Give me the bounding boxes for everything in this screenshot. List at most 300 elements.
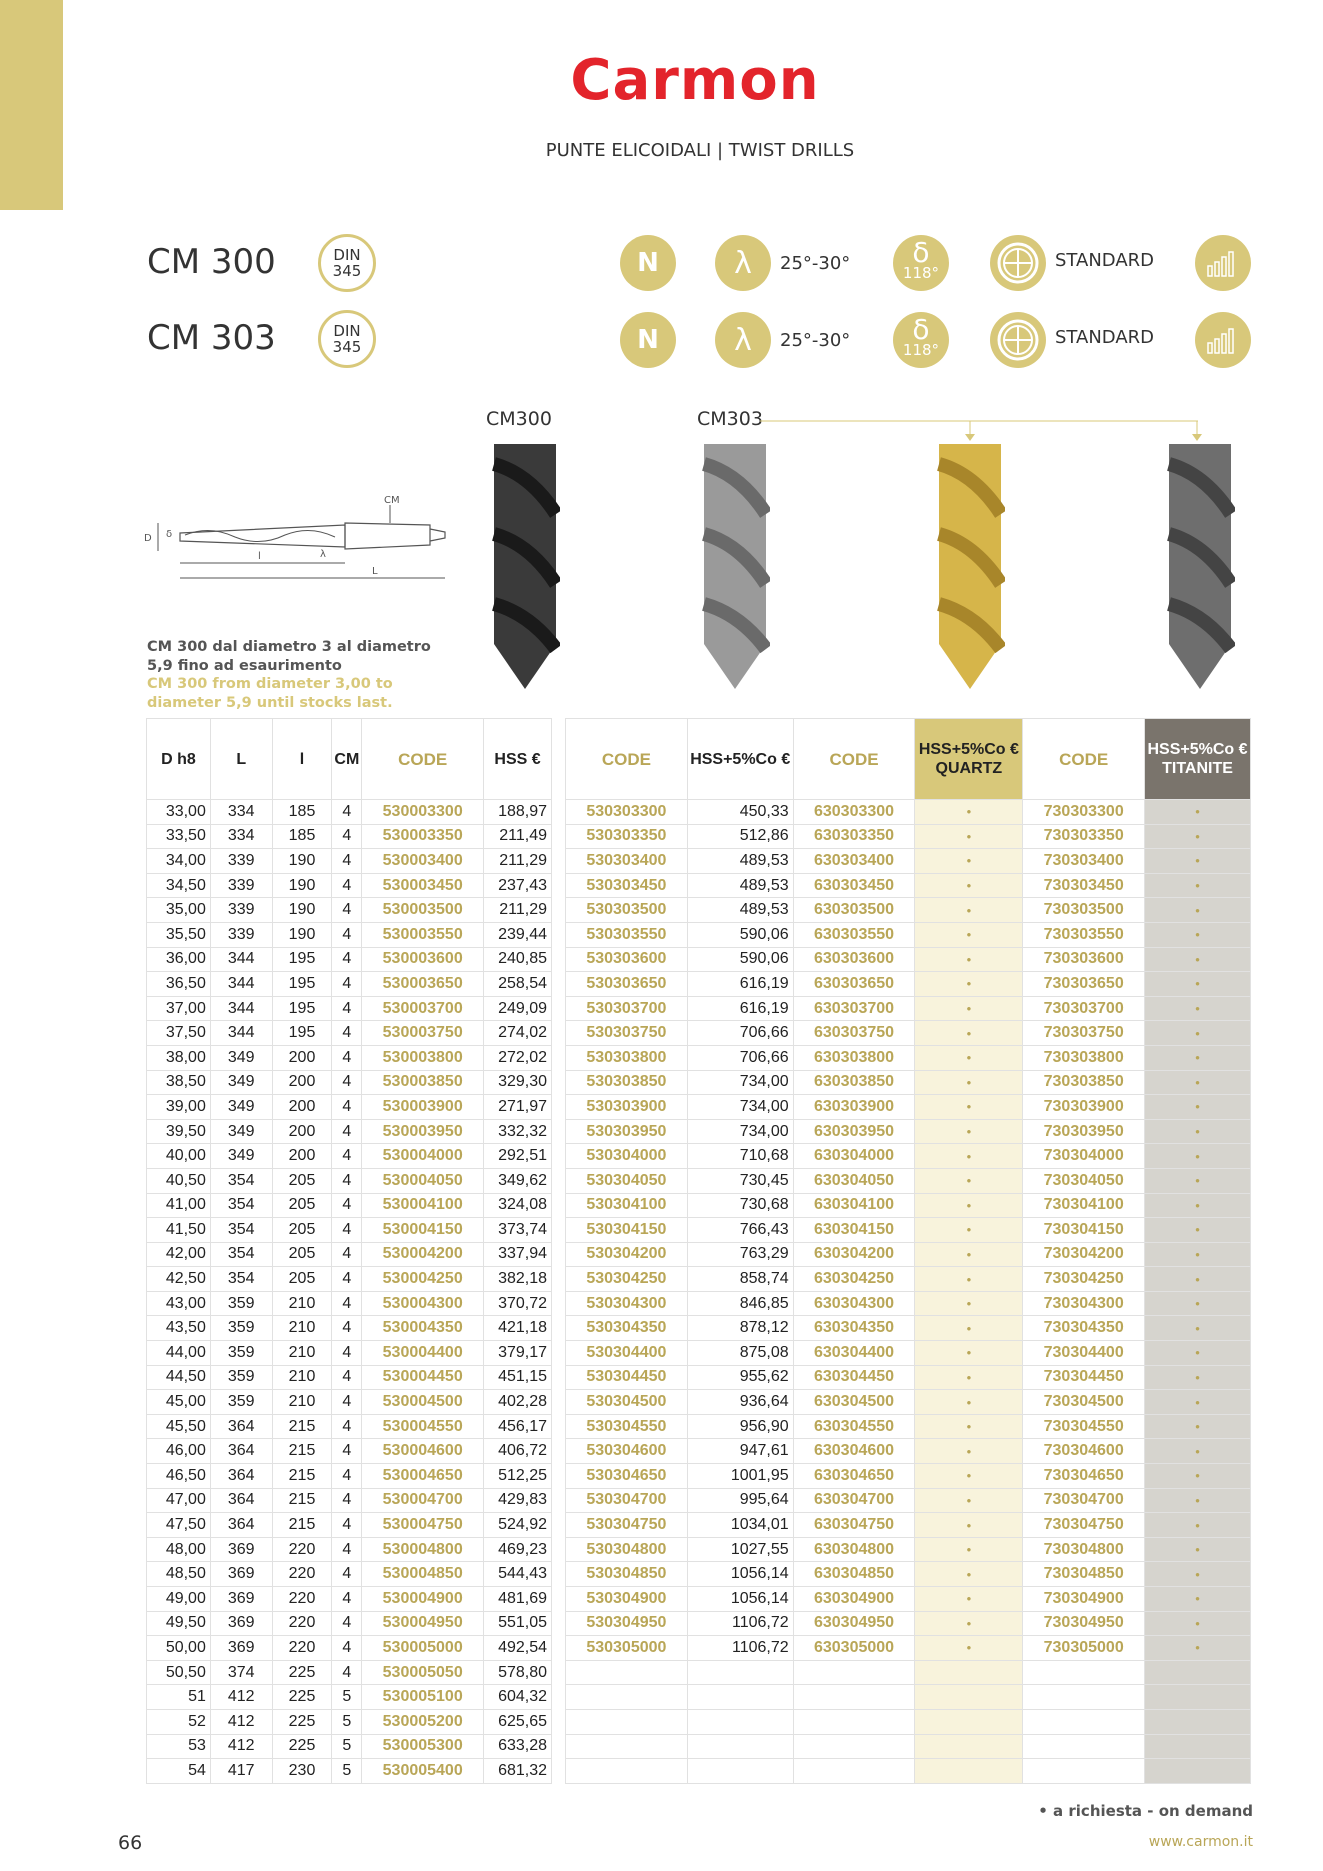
cm-cell: 4	[332, 1267, 362, 1292]
titanite-availability-cell: •	[1145, 1365, 1251, 1390]
price-cell: 1106,72	[687, 1636, 793, 1661]
price-cell: 766,43	[687, 1218, 793, 1243]
titanite-code-cell: 730304250	[1023, 1267, 1145, 1292]
cm-cell: 4	[332, 1193, 362, 1218]
price-cell: 846,85	[687, 1291, 793, 1316]
table-row	[566, 1193, 1251, 1218]
titanite-code-cell: 730304750	[1023, 1513, 1145, 1538]
flute-length-cell: 190	[272, 873, 332, 898]
price-cell: 1056,14	[687, 1562, 793, 1587]
flute-length-cell: 200	[272, 1095, 332, 1120]
col-header-code: CODE	[362, 719, 484, 800]
quartz-availability-cell: •	[915, 1464, 1023, 1489]
code-cell: 530004850	[362, 1562, 484, 1587]
table-row	[566, 1587, 1251, 1612]
cm-cell: 4	[332, 1390, 362, 1415]
model-title: CM 303	[147, 318, 276, 358]
length-cell: 412	[210, 1685, 272, 1710]
code-cell: 530304850	[566, 1562, 688, 1587]
code-cell: 530005200	[362, 1709, 484, 1734]
flute-length-cell: 215	[272, 1439, 332, 1464]
quartz-availability-cell: •	[915, 1193, 1023, 1218]
flute-length-cell: 215	[272, 1414, 332, 1439]
cm-cell: 4	[332, 1070, 362, 1095]
code-cell: 530303450	[566, 873, 688, 898]
titanite-code-cell: 730303400	[1023, 849, 1145, 874]
flute-length-cell: 205	[272, 1218, 332, 1243]
length-cell: 359	[210, 1365, 272, 1390]
titanite-availability-cell: •	[1145, 1021, 1251, 1046]
diameter-cell: 48,50	[147, 1562, 211, 1587]
code-cell: 530004350	[362, 1316, 484, 1341]
flute-length-cell: 220	[272, 1587, 332, 1612]
diameter-cell: 37,00	[147, 996, 211, 1021]
length-cell: 349	[210, 1045, 272, 1070]
titanite-code-cell: 730304850	[1023, 1562, 1145, 1587]
table-row	[566, 1021, 1251, 1046]
code-cell: 530304650	[566, 1464, 688, 1489]
quartz-availability-cell: •	[915, 1119, 1023, 1144]
diameter-cell: 54	[147, 1759, 211, 1784]
table-row	[566, 1045, 1251, 1070]
quartz-code-cell: 630304100	[793, 1193, 915, 1218]
price-cell: 329,30	[484, 1070, 552, 1095]
cm-cell: 4	[332, 1144, 362, 1169]
quartz-code-cell: 630303950	[793, 1119, 915, 1144]
price-cell: 271,97	[484, 1095, 552, 1120]
titanite-availability-cell: •	[1145, 1045, 1251, 1070]
titanite-code-cell: 730304900	[1023, 1587, 1145, 1612]
table-row	[566, 1611, 1251, 1636]
quartz-code-cell: 630303300	[793, 800, 915, 825]
diameter-cell: 51	[147, 1685, 211, 1710]
length-cell: 349	[210, 1119, 272, 1144]
code-cell: 530003800	[362, 1045, 484, 1070]
price-cell: 995,64	[687, 1488, 793, 1513]
quartz-code-cell: 630304900	[793, 1587, 915, 1612]
table-row	[147, 873, 552, 898]
quartz-availability-cell: •	[915, 922, 1023, 947]
helix-angle-value: 25°-30°	[780, 330, 851, 351]
quartz-code-cell: 630304350	[793, 1316, 915, 1341]
code-cell: 530303500	[566, 898, 688, 923]
delta-label: δ	[166, 529, 173, 540]
code-cell: 530003450	[362, 873, 484, 898]
table-row	[147, 898, 552, 923]
length-cell: 354	[210, 1218, 272, 1243]
titanite-code-cell: 730303600	[1023, 947, 1145, 972]
flute-length-cell: 205	[272, 1267, 332, 1292]
quartz-availability-cell: •	[915, 1513, 1023, 1538]
table-row	[147, 1119, 552, 1144]
code-cell: 530003600	[362, 947, 484, 972]
table-row	[147, 1267, 552, 1292]
diameter-cell: 49,00	[147, 1587, 211, 1612]
table-row	[566, 996, 1251, 1021]
price-cell: 730,68	[687, 1193, 793, 1218]
titanite-code-cell: 730303800	[1023, 1045, 1145, 1070]
code-cell: 530304100	[566, 1193, 688, 1218]
diameter-cell: 47,50	[147, 1513, 211, 1538]
cm-label: CM	[384, 495, 400, 506]
cm300-table	[146, 718, 552, 1784]
length-cell: 359	[210, 1341, 272, 1366]
application-bars-icon	[1195, 235, 1251, 291]
table-row	[147, 1513, 552, 1538]
code-cell: 530004150	[362, 1218, 484, 1243]
length-cell: 374	[210, 1660, 272, 1685]
quartz-code-cell: 630304450	[793, 1365, 915, 1390]
titanite-code-cell: 730304700	[1023, 1488, 1145, 1513]
col-header-titanite: HSS+5%Co € TITANITE	[1145, 719, 1251, 800]
table-row	[566, 1267, 1251, 1292]
point-angle-icon: δ 118°	[893, 312, 949, 368]
table-row	[147, 1365, 552, 1390]
titanite-availability-cell: •	[1145, 1168, 1251, 1193]
titanite-availability-cell: •	[1145, 1414, 1251, 1439]
price-cell: 379,17	[484, 1341, 552, 1366]
cm-cell: 4	[332, 1513, 362, 1538]
price-cell: 382,18	[484, 1267, 552, 1292]
flute-length-cell: 205	[272, 1168, 332, 1193]
cm-cell: 4	[332, 1045, 362, 1070]
diameter-cell: 35,50	[147, 922, 211, 947]
flute-length-cell: 210	[272, 1390, 332, 1415]
table-row-empty	[566, 1734, 1251, 1759]
price-cell: 292,51	[484, 1144, 552, 1169]
code-cell: 530003900	[362, 1095, 484, 1120]
code-cell: 530003700	[362, 996, 484, 1021]
titanite-availability-cell: •	[1145, 1070, 1251, 1095]
code-cell: 530303400	[566, 849, 688, 874]
price-cell: 332,32	[484, 1119, 552, 1144]
quartz-availability-cell: •	[915, 1267, 1023, 1292]
quartz-code-cell: 630304300	[793, 1291, 915, 1316]
code-cell: 530004750	[362, 1513, 484, 1538]
quartz-availability-cell: •	[915, 800, 1023, 825]
table-row	[147, 1021, 552, 1046]
price-cell: 406,72	[484, 1439, 552, 1464]
titanite-code-cell: 730303550	[1023, 922, 1145, 947]
length-cell: 344	[210, 972, 272, 997]
col-header-length: L	[210, 719, 272, 800]
drill-image-black	[490, 444, 560, 689]
price-cell: 706,66	[687, 1045, 793, 1070]
diameter-cell: 43,00	[147, 1291, 211, 1316]
quartz-code-cell: 630304650	[793, 1464, 915, 1489]
diameter-cell: 36,00	[147, 947, 211, 972]
flute-length-cell: 225	[272, 1660, 332, 1685]
flute-length-cell: 225	[272, 1685, 332, 1710]
titanite-code-cell: 730304050	[1023, 1168, 1145, 1193]
code-cell: 530004100	[362, 1193, 484, 1218]
quartz-code-cell: 630304200	[793, 1242, 915, 1267]
code-cell: 530003850	[362, 1070, 484, 1095]
quartz-availability-cell: •	[915, 898, 1023, 923]
flute-length-cell: 220	[272, 1537, 332, 1562]
length-cell: 334	[210, 824, 272, 849]
price-cell: 492,54	[484, 1636, 552, 1661]
price-cell: 489,53	[687, 849, 793, 874]
quartz-code-cell: 630303850	[793, 1070, 915, 1095]
length-cell: 339	[210, 849, 272, 874]
diameter-cell: 36,50	[147, 972, 211, 997]
table-row	[566, 1414, 1251, 1439]
price-cell: 188,97	[484, 800, 552, 825]
table-row	[566, 824, 1251, 849]
diameter-cell: 41,50	[147, 1218, 211, 1243]
diameter-cell: 42,50	[147, 1267, 211, 1292]
price-cell: 370,72	[484, 1291, 552, 1316]
table-row	[566, 1365, 1251, 1390]
length-cell: 359	[210, 1316, 272, 1341]
table-row	[566, 922, 1251, 947]
titanite-code-cell: 730304500	[1023, 1390, 1145, 1415]
titanite-availability-cell: •	[1145, 996, 1251, 1021]
drill-image-silver	[700, 444, 770, 689]
code-cell: 530304600	[566, 1439, 688, 1464]
grind-label: STANDARD	[1055, 250, 1155, 271]
quartz-code-cell: 630304250	[793, 1267, 915, 1292]
titanite-availability-cell: •	[1145, 972, 1251, 997]
diameter-cell: 38,00	[147, 1045, 211, 1070]
length-cell: 369	[210, 1636, 272, 1661]
diameter-cell: 44,50	[147, 1365, 211, 1390]
diameter-cell: 46,00	[147, 1439, 211, 1464]
diameter-cell: 44,00	[147, 1341, 211, 1366]
cm-cell: 4	[332, 1021, 362, 1046]
table-row	[147, 1587, 552, 1612]
price-cell: 489,53	[687, 898, 793, 923]
helix-angle-icon: λ	[715, 235, 771, 291]
code-cell: 530003650	[362, 972, 484, 997]
price-cell: 512,25	[484, 1464, 552, 1489]
application-bars-icon	[1195, 312, 1251, 368]
price-cell: 211,49	[484, 824, 552, 849]
website-url: www.carmon.it	[1148, 1834, 1253, 1850]
code-cell: 530004250	[362, 1267, 484, 1292]
price-cell: 512,86	[687, 824, 793, 849]
price-cell: 734,00	[687, 1095, 793, 1120]
length-cell: 354	[210, 1267, 272, 1292]
table-row	[147, 1095, 552, 1120]
titanite-code-cell: 730303300	[1023, 800, 1145, 825]
code-cell: 530004300	[362, 1291, 484, 1316]
titanite-code-cell: 730303500	[1023, 898, 1145, 923]
price-cell: 211,29	[484, 898, 552, 923]
titanite-availability-cell: •	[1145, 849, 1251, 874]
titanite-availability-cell: •	[1145, 800, 1251, 825]
price-cell: 451,15	[484, 1365, 552, 1390]
flute-length-cell: 200	[272, 1070, 332, 1095]
flute-length-cell: 200	[272, 1119, 332, 1144]
code-cell: 530304800	[566, 1537, 688, 1562]
titanite-code-cell: 730304350	[1023, 1316, 1145, 1341]
helix-angle-value: 25°-30°	[780, 253, 851, 274]
drill-image-titanite	[1165, 444, 1235, 689]
point-angle-icon: δ 118°	[893, 235, 949, 291]
price-cell: 763,29	[687, 1242, 793, 1267]
diameter-cell: 40,50	[147, 1168, 211, 1193]
table-row	[147, 1734, 552, 1759]
table-row	[566, 1242, 1251, 1267]
quartz-code-cell: 630304950	[793, 1611, 915, 1636]
model-title: CM 300	[147, 242, 276, 282]
quartz-code-cell: 630303350	[793, 824, 915, 849]
price-cell: 373,74	[484, 1218, 552, 1243]
length-cell: 334	[210, 800, 272, 825]
legend-on-demand: • a richiesta - on demand	[1038, 1802, 1253, 1820]
length-cell: 364	[210, 1414, 272, 1439]
flute-length-cell: 225	[272, 1734, 332, 1759]
length-cell: 369	[210, 1587, 272, 1612]
price-cell: 590,06	[687, 922, 793, 947]
quartz-availability-cell: •	[915, 1168, 1023, 1193]
titanite-code-cell: 730304450	[1023, 1365, 1145, 1390]
cm-cell: 4	[332, 1439, 362, 1464]
cm-cell: 4	[332, 1168, 362, 1193]
table-row	[147, 1685, 552, 1710]
table-row	[566, 1488, 1251, 1513]
price-cell: 578,80	[484, 1660, 552, 1685]
col-header-cm: CM	[332, 719, 362, 800]
table-row	[147, 1242, 552, 1267]
quartz-code-cell: 630304750	[793, 1513, 915, 1538]
flute-length-cell: 185	[272, 800, 332, 825]
diameter-cell: 45,00	[147, 1390, 211, 1415]
table-row	[566, 1095, 1251, 1120]
flute-length-cell: 220	[272, 1636, 332, 1661]
code-cell: 530005000	[362, 1636, 484, 1661]
code-cell: 530004450	[362, 1365, 484, 1390]
diameter-cell: 39,00	[147, 1095, 211, 1120]
flute-length-cell: 190	[272, 898, 332, 923]
titanite-code-cell: 730304650	[1023, 1464, 1145, 1489]
code-cell: 530304450	[566, 1365, 688, 1390]
diameter-cell: 33,00	[147, 800, 211, 825]
titanite-availability-cell: •	[1145, 1636, 1251, 1661]
table-row	[147, 849, 552, 874]
quartz-code-cell: 630304700	[793, 1488, 915, 1513]
length-cell: 349	[210, 1095, 272, 1120]
table-row	[566, 972, 1251, 997]
diameter-cell: 34,00	[147, 849, 211, 874]
flute-length-cell: 200	[272, 1144, 332, 1169]
diameter-cell: 43,50	[147, 1316, 211, 1341]
table-row	[147, 1611, 552, 1636]
price-cell: 706,66	[687, 1021, 793, 1046]
length-cell: 344	[210, 947, 272, 972]
code-cell: 530304200	[566, 1242, 688, 1267]
cm-cell: 4	[332, 1119, 362, 1144]
code-cell: 530003300	[362, 800, 484, 825]
price-cell: 272,02	[484, 1045, 552, 1070]
table-row	[566, 849, 1251, 874]
flute-length-cell: 185	[272, 824, 332, 849]
table-row	[566, 898, 1251, 923]
titanite-availability-cell: •	[1145, 1587, 1251, 1612]
page-subtitle: PUNTE ELICOIDALI | TWIST DRILLS	[545, 140, 855, 161]
table-row	[147, 1464, 552, 1489]
length-cell: 364	[210, 1488, 272, 1513]
code-cell: 530303300	[566, 800, 688, 825]
titanite-code-cell: 730304100	[1023, 1193, 1145, 1218]
quartz-availability-cell: •	[915, 1587, 1023, 1612]
titanite-availability-cell: •	[1145, 824, 1251, 849]
price-cell: 590,06	[687, 947, 793, 972]
cm-cell: 4	[332, 1537, 362, 1562]
table-row	[147, 1537, 552, 1562]
table-row	[147, 824, 552, 849]
quartz-code-cell: 630304150	[793, 1218, 915, 1243]
cm-cell: 4	[332, 1414, 362, 1439]
price-cell: 734,00	[687, 1119, 793, 1144]
cm-cell: 4	[332, 1218, 362, 1243]
table-row	[147, 800, 552, 825]
diameter-cell: 34,50	[147, 873, 211, 898]
code-cell: 530304950	[566, 1611, 688, 1636]
quartz-code-cell: 630304500	[793, 1390, 915, 1415]
table-row	[147, 1193, 552, 1218]
diameter-cell: 47,00	[147, 1488, 211, 1513]
cm-cell: 4	[332, 898, 362, 923]
price-cell: 858,74	[687, 1267, 793, 1292]
titanite-code-cell: 730303850	[1023, 1070, 1145, 1095]
table-row-empty	[566, 1660, 1251, 1685]
diameter-cell: 37,50	[147, 1021, 211, 1046]
titanite-availability-cell: •	[1145, 1218, 1251, 1243]
flute-length-cell: 195	[272, 996, 332, 1021]
price-cell: 955,62	[687, 1365, 793, 1390]
table-row	[147, 1709, 552, 1734]
material-n-icon: N	[620, 235, 676, 291]
quartz-code-cell: 630304400	[793, 1341, 915, 1366]
titanite-code-cell: 730303450	[1023, 873, 1145, 898]
quartz-code-cell: 630303400	[793, 849, 915, 874]
flute-length-cell: 200	[272, 1045, 332, 1070]
titanite-availability-cell: •	[1145, 1119, 1251, 1144]
price-cell: 730,45	[687, 1168, 793, 1193]
flute-length-cell: 225	[272, 1709, 332, 1734]
flute-length-cell: 215	[272, 1464, 332, 1489]
quartz-code-cell: 630304050	[793, 1168, 915, 1193]
table-row	[147, 1144, 552, 1169]
flute-length-cell: 205	[272, 1193, 332, 1218]
table-row	[566, 1341, 1251, 1366]
titanite-availability-cell: •	[1145, 922, 1251, 947]
titanite-availability-cell: •	[1145, 1611, 1251, 1636]
code-cell: 530303350	[566, 824, 688, 849]
col-header-quartz: HSS+5%Co € QUARTZ	[915, 719, 1023, 800]
quartz-availability-cell: •	[915, 1537, 1023, 1562]
drill-image-quartz	[935, 444, 1005, 689]
quartz-code-cell: 630303500	[793, 898, 915, 923]
code-cell: 530005300	[362, 1734, 484, 1759]
table-row	[147, 996, 552, 1021]
length-cell: 412	[210, 1734, 272, 1759]
quartz-availability-cell: •	[915, 1045, 1023, 1070]
code-cell: 530304700	[566, 1488, 688, 1513]
cm-cell: 4	[332, 1095, 362, 1120]
titanite-availability-cell: •	[1145, 1341, 1251, 1366]
table-row	[147, 1218, 552, 1243]
table-row	[147, 1414, 552, 1439]
variant-connector	[760, 412, 1205, 442]
titanite-availability-cell: •	[1145, 1095, 1251, 1120]
price-cell: 616,19	[687, 996, 793, 1021]
titanite-availability-cell: •	[1145, 1316, 1251, 1341]
price-cell: 1001,95	[687, 1464, 793, 1489]
